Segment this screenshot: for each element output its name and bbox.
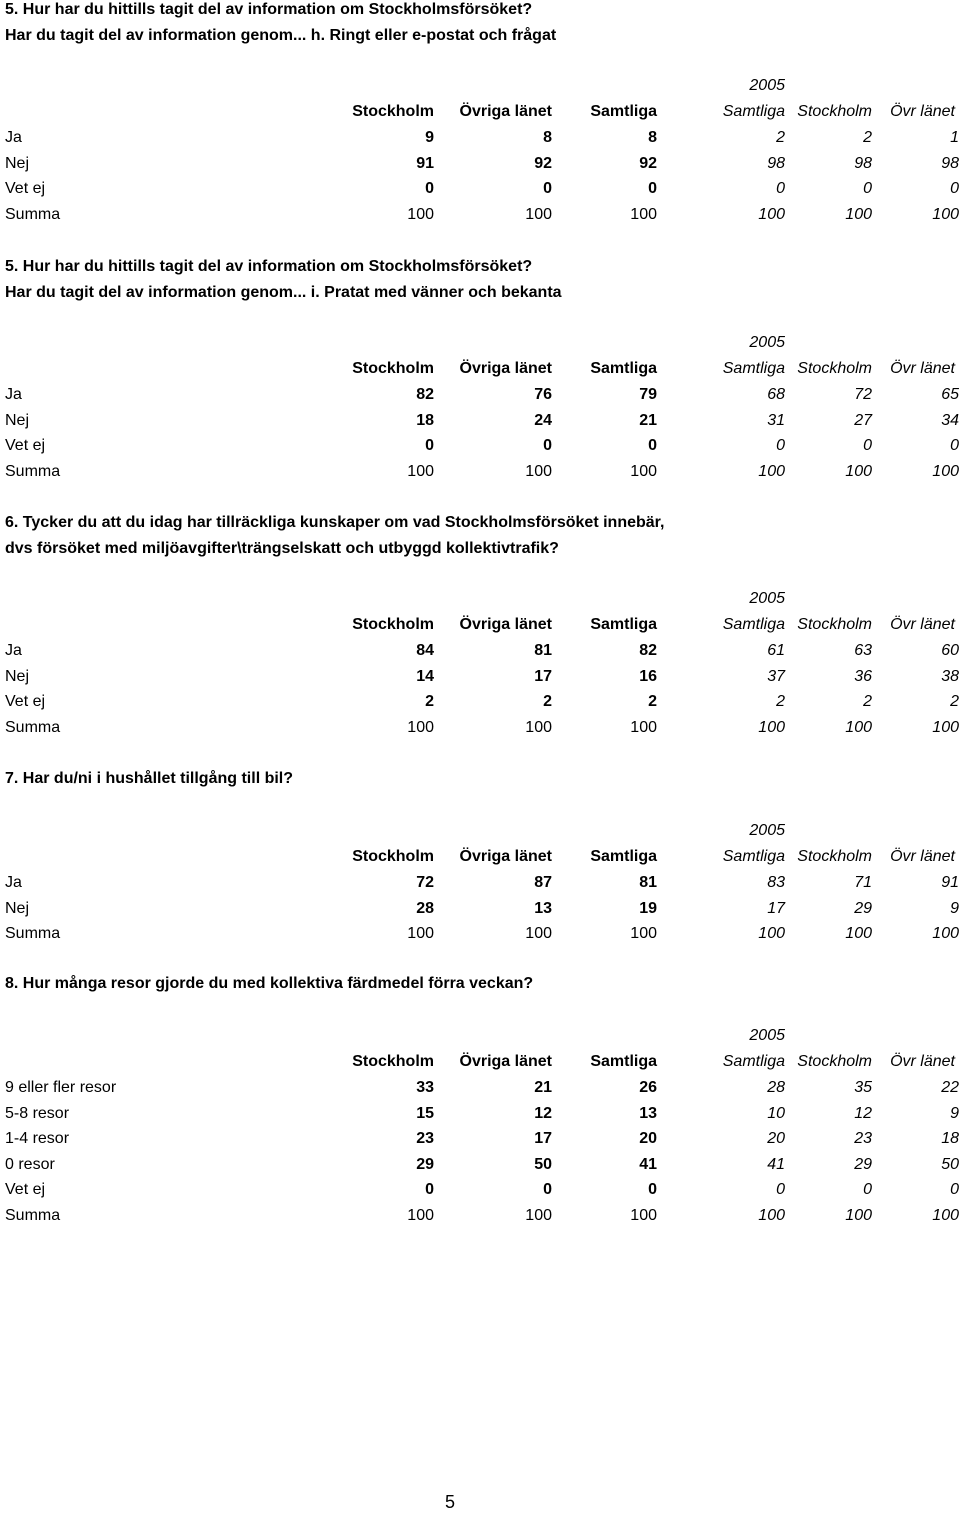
row-value: 81 <box>534 642 552 659</box>
row-value: 26 <box>639 1079 657 1096</box>
table-row <box>0 382 960 408</box>
table-row <box>0 896 960 922</box>
row-value: 63 <box>854 642 872 659</box>
row-value: 10 <box>767 1104 785 1122</box>
col-stockholm-2005: Stockholm <box>797 103 872 120</box>
col-samtliga-2005: Samtliga <box>722 103 785 120</box>
row-value: 8 <box>543 129 552 146</box>
row-value: 100 <box>407 1207 434 1224</box>
row-value: 83 <box>767 874 785 891</box>
row-value: 0 <box>950 180 959 198</box>
row-label: Vet ej <box>5 180 46 198</box>
row-value: 24 <box>534 411 552 429</box>
question-subtitle: dvs försöket med miljöavgifter\trängselskatt och utbyggd kollektivtrafik? <box>5 540 559 557</box>
table-row <box>0 1101 960 1127</box>
row-value: 37 <box>767 667 785 685</box>
row-value: 82 <box>416 386 434 403</box>
page-number: 5 <box>444 1492 455 1512</box>
row-value: 18 <box>941 1130 959 1148</box>
table-row <box>0 638 960 664</box>
table-row <box>0 1203 960 1229</box>
row-value: 100 <box>525 1207 552 1224</box>
table-header <box>0 99 960 125</box>
row-value: 0 <box>648 180 657 198</box>
table-row <box>0 689 960 715</box>
row-value: 17 <box>767 899 785 917</box>
row-value: 0 <box>648 437 657 455</box>
row-value: 82 <box>639 642 657 659</box>
table-header <box>0 844 960 870</box>
row-value: 68 <box>767 386 785 403</box>
table-header <box>0 356 960 382</box>
row-value: 0 <box>425 1181 434 1199</box>
row-value: 0 <box>950 437 959 455</box>
table-row <box>0 1152 960 1178</box>
row-value: 100 <box>758 925 785 943</box>
col-stockholm-2005: Stockholm <box>797 360 872 377</box>
col-samtliga: Samtliga <box>590 360 657 377</box>
row-value: 0 <box>543 437 552 455</box>
col-ovriga: Övriga länet <box>459 1053 552 1070</box>
row-value: 98 <box>854 154 872 172</box>
row-value: 16 <box>639 667 657 685</box>
row-value: 100 <box>407 925 434 943</box>
row-value: 100 <box>758 462 785 480</box>
col-ovr-2005: Övr länet <box>890 1053 955 1070</box>
row-value: 87 <box>534 874 552 891</box>
table-row <box>0 433 960 459</box>
row-value: 100 <box>630 1207 657 1224</box>
table-row <box>0 1126 960 1152</box>
row-value: 100 <box>525 718 552 736</box>
row-value: 2 <box>425 693 434 711</box>
row-value: 100 <box>525 925 552 943</box>
year-label: 2005 <box>749 334 785 351</box>
row-value: 17 <box>534 1130 552 1148</box>
row-value: 100 <box>630 925 657 943</box>
table-row <box>0 921 960 947</box>
col-stockholm: Stockholm <box>352 1053 434 1070</box>
row-value: 100 <box>758 718 785 736</box>
year-label: 2005 <box>749 77 785 94</box>
row-value: 100 <box>932 718 959 736</box>
year-label: 2005 <box>749 590 785 607</box>
section-q6 <box>0 510 960 736</box>
col-stockholm: Stockholm <box>352 103 434 120</box>
row-value: 98 <box>767 154 785 172</box>
row-value: 20 <box>767 1130 785 1148</box>
row-value: 0 <box>863 1181 872 1199</box>
row-value: 100 <box>630 462 657 480</box>
row-label: 1-4 resor <box>5 1130 70 1148</box>
row-value: 100 <box>630 205 657 223</box>
row-label: Vet ej <box>5 693 46 711</box>
row-label: Ja <box>5 386 22 403</box>
row-label: Nej <box>5 899 30 917</box>
row-value: 12 <box>854 1104 872 1122</box>
row-value: 9 <box>950 899 959 917</box>
row-value: 100 <box>845 718 872 736</box>
table-row <box>0 870 960 896</box>
row-value: 23 <box>854 1130 872 1148</box>
question-subtitle: Har du tagit del av information genom... h. Ringt eller e-postat och frågat <box>5 27 557 44</box>
col-stockholm-2005: Stockholm <box>797 616 872 633</box>
row-value: 0 <box>863 180 872 198</box>
row-value: 2 <box>863 129 872 146</box>
row-value: 65 <box>941 386 959 403</box>
row-label: Ja <box>5 874 22 891</box>
row-value: 2 <box>950 693 959 711</box>
row-value: 29 <box>416 1155 434 1173</box>
col-ovriga: Övriga länet <box>459 616 552 633</box>
row-value: 21 <box>534 1079 552 1096</box>
row-value: 29 <box>854 1155 872 1173</box>
row-value: 41 <box>767 1155 785 1173</box>
row-value: 100 <box>407 205 434 223</box>
row-value: 50 <box>534 1155 552 1173</box>
row-value: 71 <box>854 874 872 891</box>
col-ovr-2005: Övr länet <box>890 848 955 865</box>
section-q7 <box>0 766 960 943</box>
table-header <box>0 1049 960 1075</box>
row-value: 100 <box>758 1207 785 1224</box>
col-samtliga-2005: Samtliga <box>722 1053 785 1070</box>
row-value: 13 <box>639 1104 657 1122</box>
row-label: Summa <box>5 1207 61 1224</box>
table-row <box>0 1075 960 1101</box>
row-value: 100 <box>845 925 872 943</box>
row-value: 91 <box>941 874 959 891</box>
table-row <box>0 459 960 485</box>
row-value: 21 <box>639 411 657 429</box>
row-label: Summa <box>5 925 61 943</box>
section-q5i <box>0 254 960 480</box>
row-value: 91 <box>416 154 434 172</box>
row-value: 79 <box>639 386 657 403</box>
row-value: 19 <box>639 899 657 917</box>
col-stockholm: Stockholm <box>352 848 434 865</box>
row-value: 0 <box>776 180 785 198</box>
row-value: 0 <box>543 1181 552 1199</box>
row-label: 9 eller fler resor <box>5 1079 117 1096</box>
col-stockholm: Stockholm <box>352 360 434 377</box>
table-row <box>0 408 960 434</box>
year-label: 2005 <box>749 1027 785 1044</box>
question-title: 6. Tycker du att du idag har tillräckliga kunskaper om vad Stockholmsförsöket innebär, <box>5 514 665 531</box>
row-value: 17 <box>534 667 552 685</box>
row-value: 92 <box>534 154 552 172</box>
year-label: 2005 <box>749 822 785 839</box>
row-value: 60 <box>941 642 959 659</box>
col-ovriga: Övriga länet <box>459 848 552 865</box>
col-stockholm-2005: Stockholm <box>797 1053 872 1070</box>
row-value: 98 <box>941 154 959 172</box>
table-row <box>0 664 960 690</box>
col-samtliga: Samtliga <box>590 848 657 865</box>
row-value: 31 <box>767 411 785 429</box>
row-value: 28 <box>416 899 434 917</box>
question-title: 5. Hur har du hittills tagit del av information om Stockholmsförsöket? <box>5 1 533 18</box>
row-value: 100 <box>845 1207 872 1224</box>
row-value: 0 <box>648 1181 657 1199</box>
row-label: Vet ej <box>5 1181 46 1199</box>
row-value: 81 <box>639 874 657 891</box>
row-value: 61 <box>767 642 785 659</box>
table-header <box>0 612 960 638</box>
section-q8 <box>0 971 960 1224</box>
row-label: Summa <box>5 205 61 223</box>
row-value: 72 <box>854 386 872 403</box>
row-value: 33 <box>416 1079 434 1096</box>
row-value: 100 <box>932 462 959 480</box>
row-value: 100 <box>845 462 872 480</box>
row-value: 2 <box>543 693 552 711</box>
row-value: 22 <box>941 1079 959 1096</box>
row-label: Summa <box>5 462 61 480</box>
table-row <box>0 176 960 202</box>
row-label: Vet ej <box>5 437 46 455</box>
row-value: 0 <box>425 437 434 455</box>
row-label: Nej <box>5 411 30 429</box>
row-value: 41 <box>639 1155 657 1173</box>
row-value: 12 <box>534 1104 552 1122</box>
row-value: 50 <box>941 1155 959 1173</box>
row-value: 0 <box>863 437 872 455</box>
row-value: 100 <box>758 205 785 223</box>
row-value: 100 <box>407 718 434 736</box>
row-value: 2 <box>776 693 785 711</box>
row-value: 100 <box>407 462 434 480</box>
row-value: 100 <box>525 205 552 223</box>
col-samtliga-2005: Samtliga <box>722 616 785 633</box>
row-value: 28 <box>767 1079 785 1096</box>
row-label: 0 resor <box>5 1155 55 1173</box>
row-value: 0 <box>543 180 552 198</box>
row-value: 2 <box>863 693 872 711</box>
col-stockholm-2005: Stockholm <box>797 848 872 865</box>
row-value: 100 <box>932 1207 959 1224</box>
table-row <box>0 715 960 741</box>
col-ovriga: Övriga länet <box>459 103 552 120</box>
table-row <box>0 1177 960 1203</box>
row-label: Nej <box>5 154 30 172</box>
table-row <box>0 202 960 228</box>
col-samtliga: Samtliga <box>590 616 657 633</box>
col-samtliga: Samtliga <box>590 103 657 120</box>
row-value: 27 <box>854 411 872 429</box>
row-value: 13 <box>534 899 552 917</box>
row-value: 8 <box>648 129 657 146</box>
question-title: 8. Hur många resor gjorde du med kollektiva färdmedel förra veckan? <box>5 975 534 992</box>
col-ovr-2005: Övr länet <box>890 103 955 120</box>
question-subtitle: Har du tagit del av information genom... i. Pratat med vänner och bekanta <box>5 284 562 301</box>
col-ovriga: Övriga länet <box>459 360 552 377</box>
row-value: 1 <box>950 129 959 146</box>
row-value: 100 <box>630 718 657 736</box>
section-q5h <box>0 0 960 223</box>
col-samtliga-2005: Samtliga <box>722 360 785 377</box>
row-label: Nej <box>5 667 30 685</box>
row-value: 34 <box>941 411 959 429</box>
col-stockholm: Stockholm <box>352 616 434 633</box>
table-row <box>0 151 960 177</box>
row-value: 9 <box>425 129 434 146</box>
row-value: 0 <box>776 437 785 455</box>
row-value: 35 <box>854 1079 872 1096</box>
row-value: 23 <box>416 1130 434 1148</box>
row-label: 5-8 resor <box>5 1104 70 1122</box>
row-value: 100 <box>845 205 872 223</box>
row-value: 15 <box>416 1104 434 1122</box>
question-title: 7. Har du/ni i hushållet tillgång till bil? <box>5 770 294 787</box>
row-value: 36 <box>854 667 872 685</box>
row-value: 100 <box>932 925 959 943</box>
row-value: 0 <box>425 180 434 198</box>
row-value: 38 <box>941 667 959 685</box>
table-row <box>0 125 960 151</box>
col-ovr-2005: Övr länet <box>890 360 955 377</box>
col-samtliga-2005: Samtliga <box>722 848 785 865</box>
row-value: 14 <box>416 667 434 685</box>
row-value: 18 <box>416 411 434 429</box>
row-value: 100 <box>525 462 552 480</box>
row-value: 29 <box>854 899 872 917</box>
row-value: 72 <box>416 874 434 891</box>
row-label: Ja <box>5 642 22 659</box>
row-value: 20 <box>639 1130 657 1148</box>
row-value: 0 <box>776 1181 785 1199</box>
row-value: 9 <box>950 1104 959 1122</box>
col-ovr-2005: Övr länet <box>890 616 955 633</box>
row-label: Summa <box>5 718 61 736</box>
row-value: 0 <box>950 1181 959 1199</box>
row-value: 84 <box>416 642 434 659</box>
row-value: 2 <box>648 693 657 711</box>
col-samtliga: Samtliga <box>590 1053 657 1070</box>
question-title: 5. Hur har du hittills tagit del av information om Stockholmsförsöket? <box>5 258 533 275</box>
row-value: 100 <box>932 205 959 223</box>
row-value: 92 <box>639 154 657 172</box>
row-label: Ja <box>5 129 22 146</box>
row-value: 76 <box>534 386 552 403</box>
row-value: 2 <box>776 129 785 146</box>
